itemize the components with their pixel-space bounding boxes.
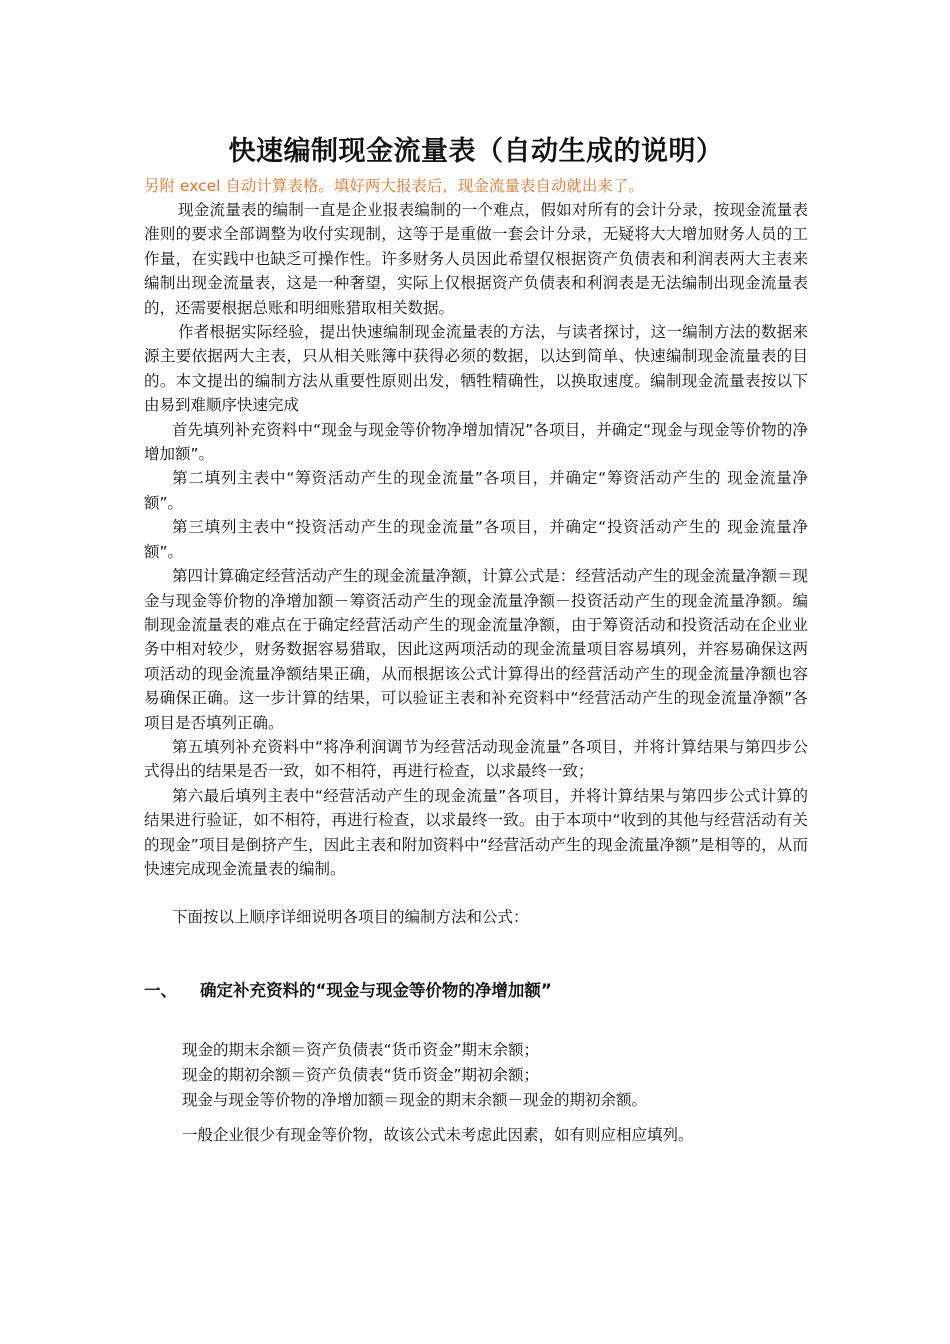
section-heading <box>144 978 808 1004</box>
formula-line: 现金与现金等价物的净增加额＝现金的期末余额－现金的期初余额。 <box>182 1090 648 1109</box>
formula-block <box>144 1038 808 1113</box>
paragraph-step-3: 第三填列主表中“投资活动产生的现金流量”各项目，并确定“投资活动产生的 现金流量净额”。 <box>144 518 808 561</box>
paragraph-step-6: 第六最后填列主表中“经营活动产生的现金流量”各项目，并将计算结果与第四步公式计算的结果进行验证，如不相符，再进行检查，以求最终一致。由于本项中“收到的其他与经营活动有关的现金”项目是倒挤产生，因此主表和附加资料中“经营活动产生的现金流量净额”是相等的，从而快速完成现金流量表的编制。 <box>144 786 808 878</box>
formula-line: 现金的期末余额＝资产负债表“货币资金”期末余额； <box>182 1040 540 1059</box>
paragraph-method: 作者根据实际经验，提出快速编制现金流量表的方法，与读者探讨，这一编制方法的数据来源主要依据两大主表，只从相关账簿中获得必须的数据，以达到简单、快速编制现金流量表的目的。本文提出的编制方法从重要性原则出发，牺牲精确性，以换取速度。编制现金流量表按以下由易到难顺序快速完成 <box>144 323 808 415</box>
paragraph-intro: 现金流量表的编制一直是企业报表编制的一个难点，假如对所有的会计分录，按现金流量表准则的要求全部调整为收付实现制，这等于是重做一套会计分录，无疑将大大增加财务人员的工作量，在实践中也缺乏可操作性。许多财务人员因此希望仅根据资产负债表和利润表两大主表来编制出现金流量表，这是一种奢望，实际上仅根据资产负债表和利润表是无法编制出现金流量表的，还需要根据总账和明细账猎取相关数据。 <box>144 201 808 317</box>
excel-note: 另附 excel 自动计算表格。填好两大报表后，现金流量表自动就出来了。 <box>144 177 644 195</box>
section-number: 一、 <box>144 980 177 1000</box>
paragraph-step-2: 第二填列主表中“筹资活动产生的现金流量”各项目，并确定“筹资活动产生的 现金流量净额”。 <box>144 469 808 512</box>
document-page <box>144 128 808 1148</box>
document-title: 快速编制现金流量表（自动生成的说明） <box>228 136 724 167</box>
paragraph-lead-in: 下面按以上顺序详细说明各项目的编制方法和公式： <box>172 908 529 927</box>
footnote: 一般企业很少有现金等价物，故该公式未考虑此因素，如有则应相应填列。 <box>182 1125 694 1144</box>
paragraph-step-5: 第五填列补充资料中“将净利润调节为经营活动现金流量”各项目，并将计算结果与第四步公式得出的结果是否一致，如不相符，再进行检查，以求最终一致； <box>144 737 808 781</box>
section-title: 确定补充资料的“现金与现金等价物的净增加额” <box>200 980 552 1000</box>
paragraph-step-1: 首先填列补充资料中“现金与现金等价物净增加情况”各项目，并确定“现金与现金等价物的净增加额”。 <box>144 420 808 464</box>
paragraph-step-4: 第四计算确定经营活动产生的现金流量净额，计算公式是：经营活动产生的现金流量净额＝现金与现金等价物的净增加额－筹资活动产生的现金流量净额－投资活动产生的现金流量净额。编制现金流量表的难点在于确定经营活动产生的现金流量净额，由于筹资活动和投资活动在企业业务中相对较少，财务数据容易猎取，因此这两项活动的现金流量项目容易填列，并容易确保这两项活动的现金流量净额结果正确，从而根据该公式计算得出的经营活动产生的现金流量净额也容易确保正确。这一步计算的结果，可以验证主表和补充资料中“经营活动产生的现金流量净额”各项目是否填列正确。 <box>144 567 808 732</box>
formula-line: 现金的期初余额＝资产负债表“货币资金”期初余额； <box>182 1065 540 1084</box>
